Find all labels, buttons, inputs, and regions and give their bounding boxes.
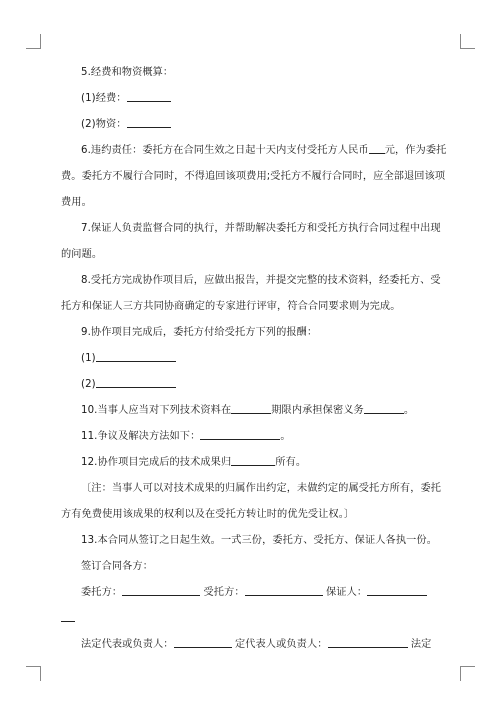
note-cont: 方有免费使用该成果的权利以及在受托方转让时的优先受让权。〕: [61, 509, 355, 520]
clause-6-cont: 费。委托方不履行合同时，不得追回该项费用;受托方不履行合同时，应全部退回该项: [61, 171, 446, 182]
clause-9-2: (2): [61, 372, 439, 398]
clause-6-end: 费用。: [61, 197, 92, 208]
clause-7-cont: 的问题。: [61, 249, 103, 260]
blank-line: [96, 375, 176, 388]
clause-9-1: (1): [61, 346, 439, 372]
blank-line: [96, 349, 176, 362]
representatives-line: 法定代表或负责人： 定代表人或负责人： 法定: [61, 632, 439, 658]
crop-mark-bottom-left: [26, 666, 41, 681]
clause-5-1: (1)经费：: [61, 86, 439, 112]
blank-line: [231, 453, 275, 466]
blank-line: [369, 141, 385, 154]
blank-line: [200, 427, 280, 440]
clause-5-2: (2)物资：: [61, 112, 439, 138]
blank-line: [127, 89, 171, 102]
blank-line: [122, 583, 200, 596]
clause-6: 6.违约责任：委托方在合同生效之日起十天内支付受托方人民币 元，作为委托: [61, 138, 439, 164]
blank-line: [61, 609, 75, 622]
clause-11: 11.争议及解决方法如下： 。: [61, 424, 439, 450]
document-page: [61, 60, 447, 658]
clause-5: 5.经费和物资概算：: [81, 67, 174, 78]
blank-line: [127, 115, 171, 128]
signing-parties-title: 签订合同各方：: [81, 561, 154, 572]
note: 〔注：当事人可以对技术成果的归属作出约定，未做约定的属受托方所有，委托: [81, 483, 442, 494]
blank-line: [367, 583, 427, 596]
crop-mark-top-right: [460, 34, 475, 49]
blank-line: [328, 635, 408, 648]
blank-line: [174, 635, 232, 648]
clause-9: 9.协作项目完成后，委托方付给受托方下列的报酬：: [81, 327, 318, 338]
crop-mark-top-left: [26, 34, 41, 49]
blank-line: [364, 401, 404, 414]
crop-mark-bottom-right: [460, 666, 475, 681]
clause-12: 12.协作项目完成后的技术成果归 所有。: [61, 450, 439, 476]
blank-line: [245, 583, 323, 596]
clause-7: 7.保证人负责监督合同的执行，并帮助解决委托方和受托方执行合同过程中出现: [81, 223, 441, 234]
clause-8-cont: 托方和保证人三方共同协商确定的专家进行评审，符合合同要求则为完成。: [61, 301, 401, 312]
signing-parties-line: 委托方： 受托方： 保证人：: [61, 580, 439, 606]
signing-parties-line-cont: [61, 606, 439, 632]
clause-13: 13.本合同从签订之日起生效。一式三份，委托方、受托方、保证人各执一份。: [81, 535, 437, 546]
clause-10: 10.当事人应当对下列技术资料在 期限内承担保密义务 。: [61, 398, 439, 424]
clause-8: 8.受托方完成协作项目后，应做出报告，并提交完整的技术资料，经委托方、受: [81, 275, 441, 286]
blank-line: [231, 401, 271, 414]
